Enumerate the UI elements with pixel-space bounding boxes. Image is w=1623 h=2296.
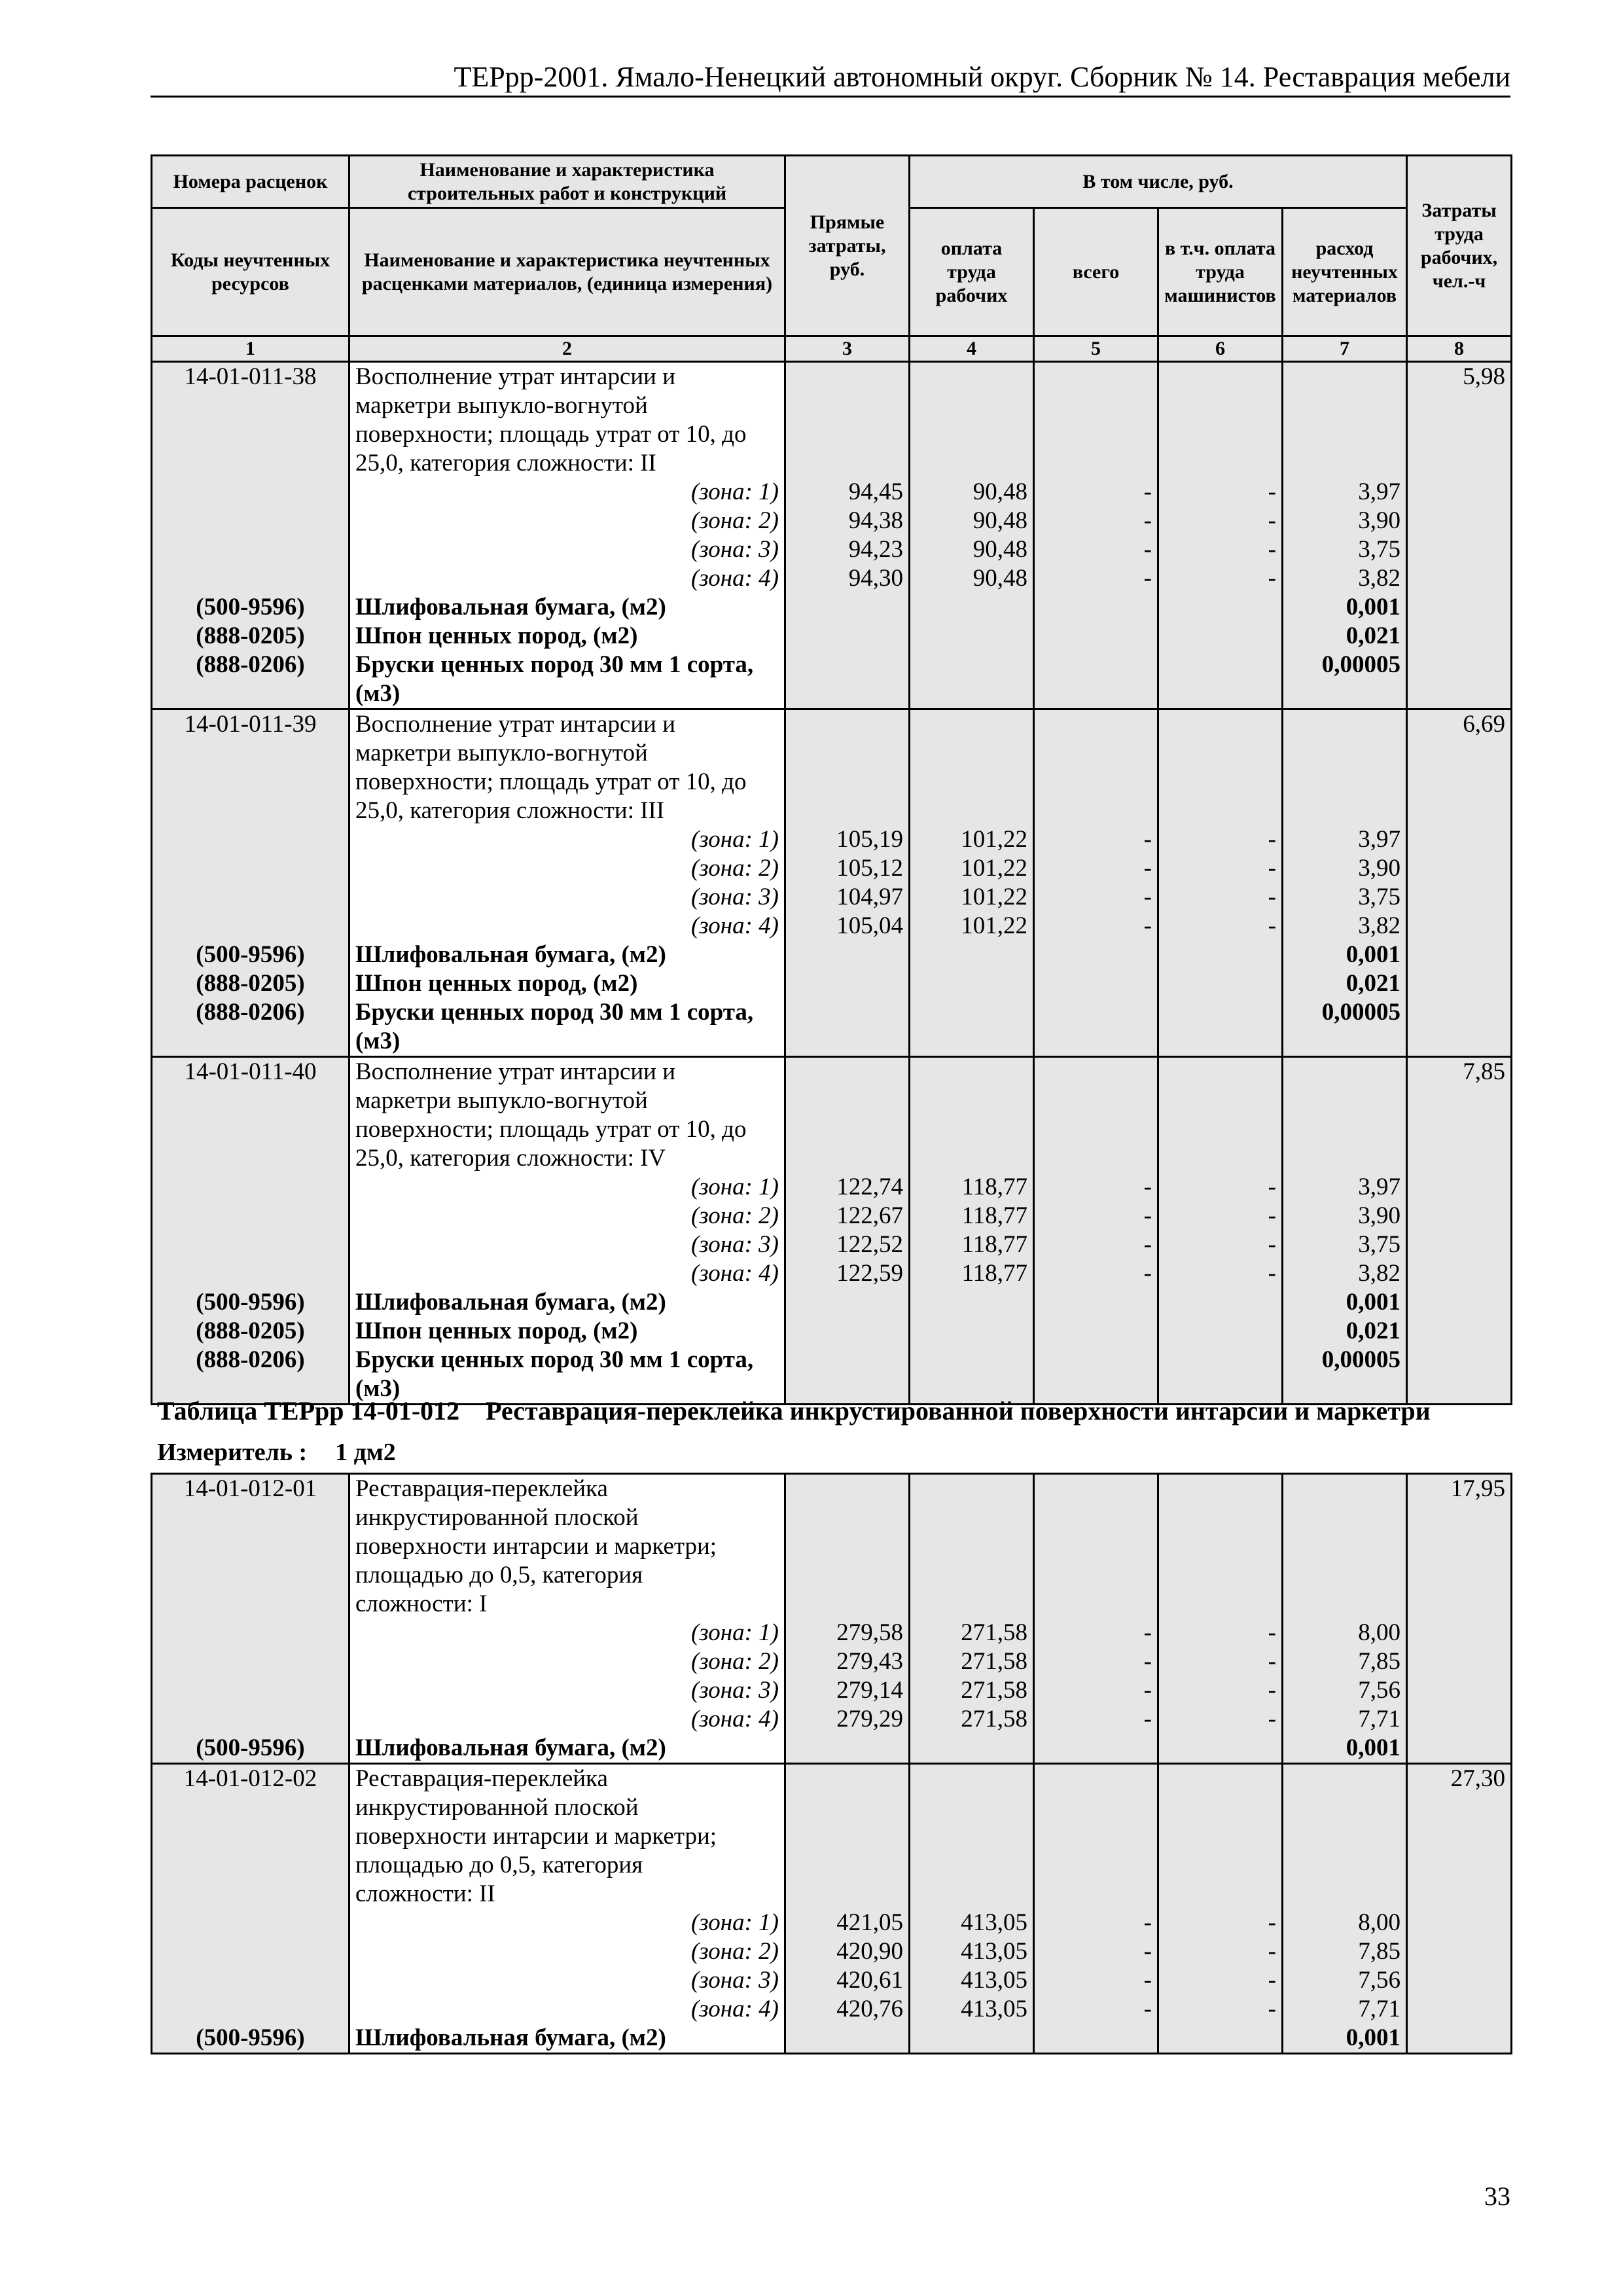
col-header-machine-total: всего — [1034, 208, 1158, 336]
rate-description-line: Реставрация-переклейка — [355, 1765, 608, 1792]
rate-code: 14-01-011-39 — [184, 711, 317, 738]
resource-quantity: 0,001 — [1346, 2024, 1400, 2051]
material-cost: 7,56 — [1358, 1677, 1400, 1704]
rates-table-2 — [151, 1473, 1512, 2054]
col-number: 3 — [785, 336, 910, 362]
operator-pay: - — [1268, 912, 1276, 939]
material-cost: 3,90 — [1358, 1202, 1401, 1229]
running-header: ТЕРрр-2001. Ямало-Ненецкий автономный округ. Сборник № 14. Реставрация мебели — [454, 61, 1510, 93]
material-cost: 3,82 — [1358, 1260, 1401, 1287]
direct-cost: 94,45 — [848, 478, 903, 505]
resource-code: (500-9596) — [196, 941, 305, 968]
resource-quantity: 0,001 — [1346, 1734, 1400, 1761]
zone-label: (зона: 4) — [690, 1260, 779, 1287]
machine-total: - — [1143, 1619, 1152, 1646]
direct-cost: 94,23 — [848, 536, 903, 563]
rate-description-line: площадью до 0,5, категория — [355, 1852, 643, 1878]
zone-label: (зона: 4) — [690, 1706, 779, 1732]
machine-total: - — [1143, 855, 1152, 882]
resource-quantity: 0,00005 — [1321, 1346, 1401, 1373]
resource-code: (888-0206) — [196, 651, 305, 678]
direct-cost: 279,14 — [836, 1677, 903, 1704]
col-header-labor: Затраты труда рабочих, чел.-ч — [1407, 156, 1512, 336]
zone-label: (зона: 1) — [690, 1909, 779, 1936]
material-cost: 3,75 — [1358, 1231, 1401, 1258]
zone-label: (зона: 2) — [690, 1202, 779, 1229]
resource-code: (500-9596) — [196, 1734, 305, 1761]
col-number: 1 — [152, 336, 349, 362]
zone-label: (зона: 1) — [690, 478, 779, 505]
resource-name: Шпон ценных пород, (м2) — [355, 970, 638, 997]
operator-pay: - — [1268, 855, 1276, 882]
operator-pay: - — [1268, 1231, 1276, 1258]
resource-name: Бруски ценных пород 30 мм 1 сорта, — [355, 1346, 754, 1373]
zone-label: (зона: 1) — [690, 826, 779, 853]
resource-quantity: 0,001 — [1346, 941, 1401, 968]
worker-pay: 118,77 — [961, 1260, 1027, 1287]
machine-total: - — [1143, 1231, 1152, 1258]
labor-hours: 7,85 — [1463, 1058, 1506, 1085]
worker-pay: 90,48 — [972, 478, 1027, 505]
material-cost: 3,97 — [1358, 1174, 1401, 1200]
col-number: 5 — [1034, 336, 1158, 362]
direct-cost: 122,74 — [836, 1174, 903, 1200]
worker-pay: 90,48 — [972, 536, 1027, 563]
direct-cost: 420,61 — [836, 1967, 903, 1994]
rate-description-line: поверхности; площадь утрат от 10, до — [355, 1116, 747, 1143]
page-number: 33 — [1484, 2181, 1510, 2211]
machine-total: - — [1143, 1996, 1152, 2022]
zone-label: (зона: 1) — [690, 1619, 779, 1646]
resource-name: Бруски ценных пород 30 мм 1 сорта, — [355, 999, 754, 1026]
direct-cost: 105,12 — [836, 855, 903, 882]
machine-total: - — [1143, 1202, 1152, 1229]
operator-pay: - — [1268, 1260, 1276, 1287]
direct-cost: 279,43 — [836, 1648, 903, 1675]
worker-pay: 271,58 — [961, 1648, 1027, 1675]
machine-total: - — [1143, 1260, 1152, 1287]
machine-total: - — [1143, 536, 1152, 563]
resource-code: (888-0205) — [196, 622, 305, 649]
rate-description-line: инкрустированной плоской — [355, 1794, 639, 1821]
resource-unit: (м3) — [355, 1375, 401, 1402]
resource-code: (888-0206) — [196, 999, 305, 1026]
col-number: 4 — [910, 336, 1034, 362]
rate-description-line: поверхности интарсии и маркетри; — [355, 1533, 717, 1560]
zone-label: (зона: 3) — [690, 536, 779, 563]
worker-pay: 413,05 — [961, 1909, 1027, 1936]
resource-unit: (м3) — [355, 1028, 401, 1054]
machine-total: - — [1143, 1938, 1152, 1965]
machine-total: - — [1143, 1174, 1152, 1200]
rate-description-line: поверхности; площадь утрат от 10, до — [355, 768, 747, 795]
operator-pay: - — [1268, 478, 1276, 505]
rate-description-line: поверхности интарсии и маркетри; — [355, 1823, 717, 1850]
col-header-resource-codes: Коды неучтенных ресурсов — [152, 208, 349, 336]
resource-quantity: 0,00005 — [1321, 651, 1401, 678]
rate-description-line: Реставрация-переклейка — [355, 1475, 608, 1502]
resource-code: (888-0205) — [196, 970, 305, 997]
col-header-material-names: Наименование и характеристика неучтенных расценками материалов, (единица измерения) — [349, 208, 785, 336]
machine-total: - — [1143, 826, 1152, 853]
resource-name: Шпон ценных пород, (м2) — [355, 622, 638, 649]
rate-block — [152, 1474, 1512, 1764]
material-cost: 8,00 — [1358, 1619, 1400, 1646]
rate-description-line: маркетри выпукло-вогнутой — [355, 1087, 648, 1114]
rate-block — [152, 1057, 1512, 1405]
material-cost: 8,00 — [1358, 1909, 1400, 1936]
direct-cost: 279,58 — [836, 1619, 903, 1646]
material-cost: 7,71 — [1358, 1706, 1400, 1732]
col-header-rate-numbers: Номера расценок — [152, 156, 349, 208]
worker-pay: 118,77 — [961, 1174, 1027, 1200]
col-header-material-use: расход неучтенных материалов — [1283, 208, 1407, 336]
worker-pay: 271,58 — [961, 1706, 1027, 1732]
operator-pay: - — [1268, 1174, 1276, 1200]
machine-total: - — [1143, 478, 1152, 505]
resource-code: (500-9596) — [196, 1289, 305, 1316]
operator-pay: - — [1268, 1909, 1276, 1936]
material-cost: 3,75 — [1358, 884, 1401, 910]
direct-cost: 420,76 — [836, 1996, 903, 2022]
worker-pay: 118,77 — [961, 1231, 1027, 1258]
material-cost: 3,82 — [1358, 565, 1401, 592]
col-number: 8 — [1407, 336, 1512, 362]
rate-code: 14-01-011-40 — [184, 1058, 317, 1085]
col-header-work-name: Наименование и характеристика строительных работ и конструкций — [349, 156, 785, 208]
zone-label: (зона: 3) — [690, 884, 779, 910]
rate-description-line: инкрустированной плоской — [355, 1504, 639, 1531]
rate-description-line: 25,0, категория сложности: III — [355, 797, 665, 824]
material-cost: 3,90 — [1358, 507, 1401, 534]
operator-pay: - — [1268, 565, 1276, 592]
direct-cost: 94,30 — [848, 565, 903, 592]
worker-pay: 101,22 — [961, 826, 1027, 853]
labor-hours: 17,95 — [1450, 1475, 1505, 1502]
measure-unit — [157, 1437, 396, 1467]
rate-description-line: Восполнение утрат интарсии и — [355, 363, 676, 390]
labor-hours: 27,30 — [1450, 1765, 1505, 1792]
table-title: Таблица ТЕРрр 14-01-012 Реставрация-переклейка инкрустированной поверхности интарсии и маркетри — [157, 1396, 1431, 1426]
material-cost: 3,82 — [1358, 912, 1401, 939]
direct-cost: 420,90 — [836, 1938, 903, 1965]
resource-quantity: 0,00005 — [1321, 999, 1401, 1026]
zone-label: (зона: 4) — [690, 565, 779, 592]
resource-name: Шпон ценных пород, (м2) — [355, 1318, 638, 1344]
direct-cost: 104,97 — [836, 884, 903, 910]
direct-cost: 94,38 — [848, 507, 903, 534]
material-cost: 7,85 — [1358, 1938, 1400, 1965]
rate-description-line: Восполнение утрат интарсии и — [355, 711, 676, 738]
machine-total: - — [1143, 1909, 1152, 1936]
material-cost: 3,97 — [1358, 826, 1401, 853]
direct-cost: 279,29 — [836, 1706, 903, 1732]
measure-label: Измеритель : — [157, 1439, 308, 1466]
resource-code: (500-9596) — [196, 594, 305, 620]
labor-hours: 5,98 — [1463, 363, 1506, 390]
zone-label: (зона: 3) — [690, 1967, 779, 1994]
zone-label: (зона: 4) — [690, 912, 779, 939]
rate-code: 14-01-012-01 — [183, 1475, 317, 1502]
operator-pay: - — [1268, 1938, 1276, 1965]
resource-name: Шлифовальная бумага, (м2) — [355, 594, 666, 620]
machine-total: - — [1143, 1706, 1152, 1732]
resource-name: Шлифовальная бумага, (м2) — [355, 1734, 666, 1761]
operator-pay: - — [1268, 1202, 1276, 1229]
rate-description-line: 25,0, категория сложности: IV — [355, 1145, 666, 1172]
operator-pay: - — [1268, 1706, 1276, 1732]
machine-total: - — [1143, 1677, 1152, 1704]
resource-quantity: 0,021 — [1346, 622, 1401, 649]
rate-description-line: сложности: I — [355, 1590, 488, 1617]
rate-description-line: площадью до 0,5, категория — [355, 1562, 643, 1588]
operator-pay: - — [1268, 1619, 1276, 1646]
worker-pay: 118,77 — [961, 1202, 1027, 1229]
material-cost: 7,71 — [1358, 1996, 1400, 2022]
col-number: 6 — [1158, 336, 1283, 362]
operator-pay: - — [1268, 1996, 1276, 2022]
resource-code: (888-0205) — [196, 1318, 305, 1344]
rate-description-line: сложности: II — [355, 1880, 495, 1907]
zone-label: (зона: 2) — [690, 855, 779, 882]
rate-description-line: маркетри выпукло-вогнутой — [355, 392, 648, 419]
resource-name: Шлифовальная бумага, (м2) — [355, 2024, 666, 2051]
resource-code: (888-0206) — [196, 1346, 305, 1373]
resource-code: (500-9596) — [196, 2024, 305, 2051]
col-number: 7 — [1283, 336, 1407, 362]
zone-label: (зона: 2) — [690, 507, 779, 534]
zone-label: (зона: 3) — [690, 1231, 779, 1258]
worker-pay: 413,05 — [961, 1996, 1027, 2022]
resource-name: Шлифовальная бумага, (м2) — [355, 1289, 666, 1316]
resource-name: Бруски ценных пород 30 мм 1 сорта, — [355, 651, 754, 678]
operator-pay: - — [1268, 1648, 1276, 1675]
machine-total: - — [1143, 1648, 1152, 1675]
direct-cost: 122,59 — [836, 1260, 903, 1287]
rate-description-line: 25,0, категория сложности: II — [355, 450, 656, 476]
col-header-operator-pay: в т.ч. оплата труда машинистов — [1158, 208, 1283, 336]
resource-quantity: 0,001 — [1346, 594, 1401, 620]
material-cost: 3,97 — [1358, 478, 1401, 505]
operator-pay: - — [1268, 507, 1276, 534]
direct-cost: 122,67 — [836, 1202, 903, 1229]
direct-cost: 122,52 — [836, 1231, 903, 1258]
operator-pay: - — [1268, 1677, 1276, 1704]
material-cost: 3,75 — [1358, 536, 1401, 563]
operator-pay: - — [1268, 1967, 1276, 1994]
material-cost: 3,90 — [1358, 855, 1401, 882]
zone-label: (зона: 2) — [690, 1938, 779, 1965]
rate-block — [152, 1764, 1512, 2054]
resource-unit: (м3) — [355, 680, 401, 707]
col-header-including: В том числе, руб. — [910, 156, 1407, 208]
machine-total: - — [1143, 884, 1152, 910]
machine-total: - — [1143, 507, 1152, 534]
rate-code: 14-01-011-38 — [184, 363, 317, 390]
rate-description-line: Восполнение утрат интарсии и — [355, 1058, 676, 1085]
worker-pay: 271,58 — [961, 1677, 1027, 1704]
worker-pay: 90,48 — [972, 565, 1027, 592]
resource-name: Шлифовальная бумага, (м2) — [355, 941, 666, 968]
rate-code: 14-01-012-02 — [183, 1765, 317, 1792]
direct-cost: 105,19 — [836, 826, 903, 853]
rate-block — [152, 709, 1512, 1057]
direct-cost: 421,05 — [836, 1909, 903, 1936]
zone-label: (зона: 2) — [690, 1648, 779, 1675]
direct-cost: 105,04 — [836, 912, 903, 939]
col-number: 2 — [349, 336, 785, 362]
worker-pay: 413,05 — [961, 1938, 1027, 1965]
rate-block — [152, 362, 1512, 709]
worker-pay: 101,22 — [961, 884, 1027, 910]
worker-pay: 271,58 — [961, 1619, 1027, 1646]
zone-label: (зона: 1) — [690, 1174, 779, 1200]
worker-pay: 101,22 — [961, 912, 1027, 939]
zone-label: (зона: 3) — [690, 1677, 779, 1704]
resource-quantity: 0,021 — [1346, 970, 1401, 997]
rate-description-line: поверхности; площадь утрат от 10, до — [355, 421, 747, 448]
zone-label: (зона: 4) — [690, 1996, 779, 2022]
machine-total: - — [1143, 1967, 1152, 1994]
rate-description-line: маркетри выпукло-вогнутой — [355, 740, 648, 766]
resource-quantity: 0,001 — [1346, 1289, 1401, 1316]
resource-quantity: 0,021 — [1346, 1318, 1401, 1344]
machine-total: - — [1143, 912, 1152, 939]
labor-hours: 6,69 — [1463, 711, 1506, 738]
material-cost: 7,56 — [1358, 1967, 1400, 1994]
worker-pay: 413,05 — [961, 1967, 1027, 1994]
rates-table-1 — [151, 154, 1512, 1405]
material-cost: 7,85 — [1358, 1648, 1400, 1675]
worker-pay: 101,22 — [961, 855, 1027, 882]
col-header-direct-costs: Прямые затраты, руб. — [785, 156, 910, 336]
machine-total: - — [1143, 565, 1152, 592]
col-header-worker-pay: оплата труда рабочих — [910, 208, 1034, 336]
operator-pay: - — [1268, 884, 1276, 910]
worker-pay: 90,48 — [972, 507, 1027, 534]
measure-value: 1 дм2 — [335, 1439, 396, 1466]
header-rule — [151, 96, 1510, 98]
operator-pay: - — [1268, 826, 1276, 853]
operator-pay: - — [1268, 536, 1276, 563]
